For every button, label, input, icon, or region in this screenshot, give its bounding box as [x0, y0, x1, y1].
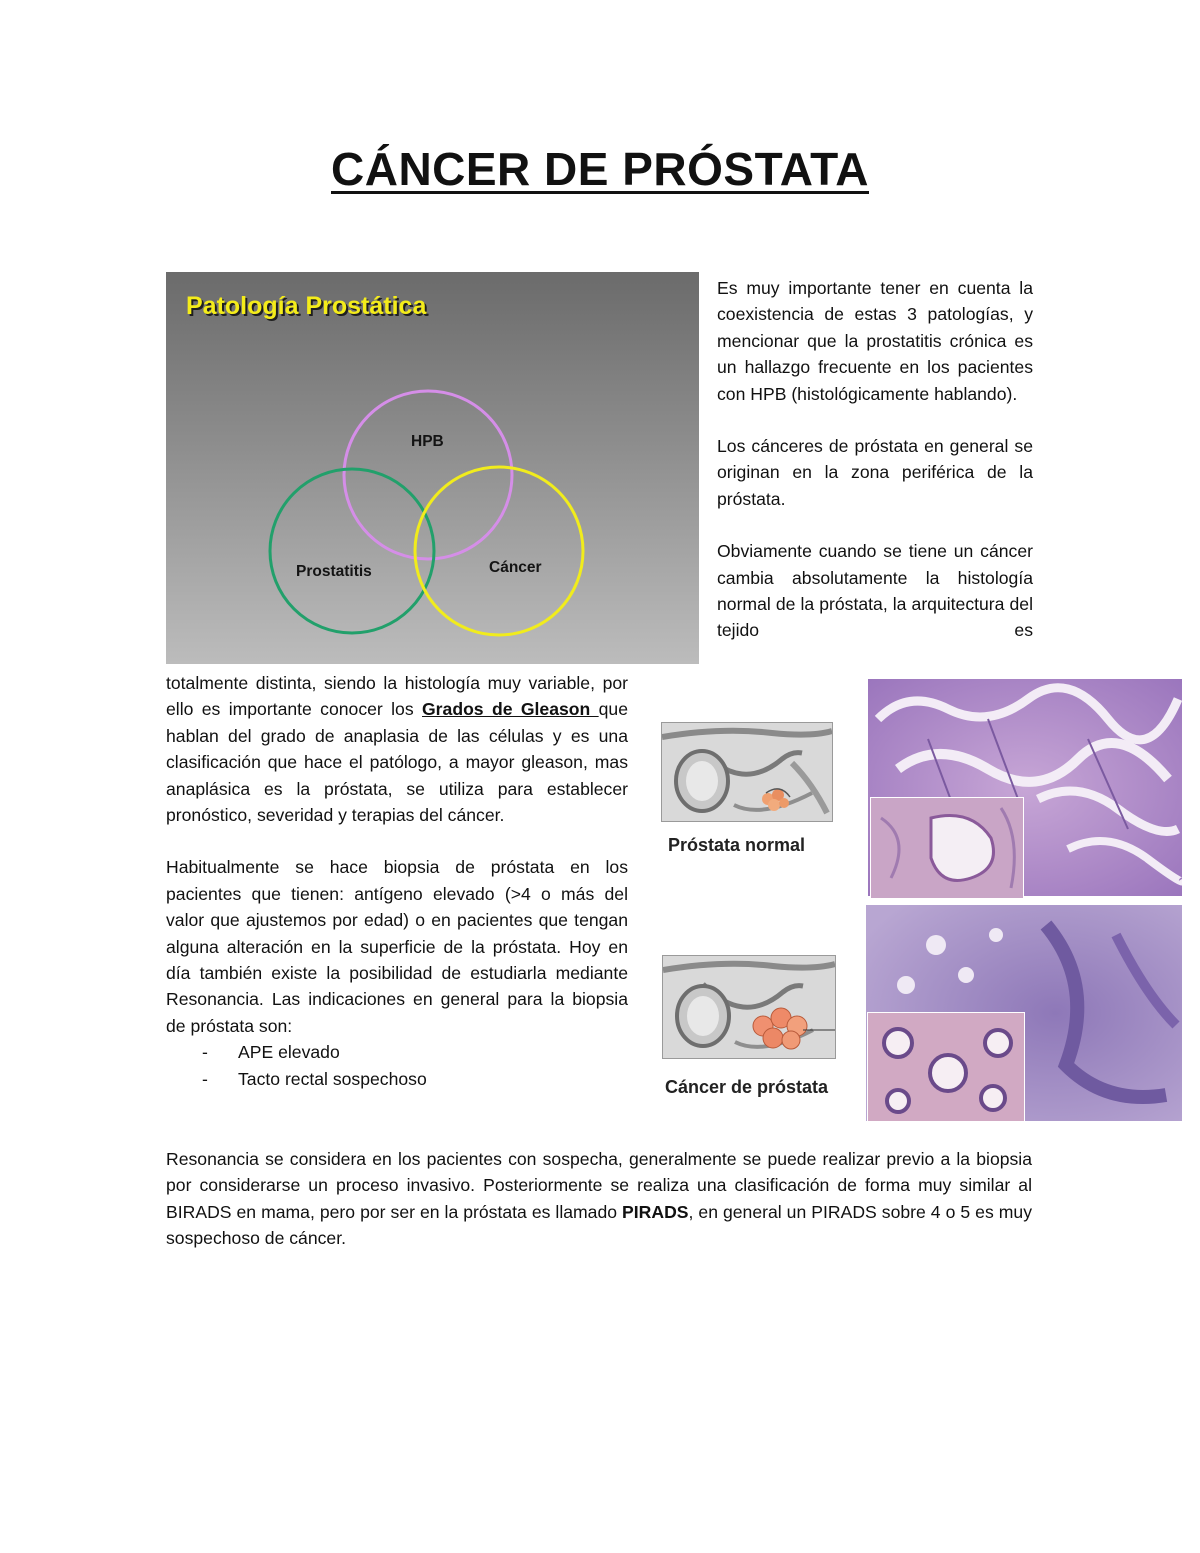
venn-circle-cancer [415, 467, 583, 635]
venn-label-prostatitis: Prostatitis [296, 563, 372, 580]
venn-circle-prostatitis [270, 469, 434, 633]
normal-prostate-illustration [662, 723, 832, 821]
left-paragraph-1 [166, 670, 628, 828]
list-item: - Tacto rectal sospechoso [166, 1066, 628, 1092]
pirads-paragraph [166, 1146, 1032, 1252]
cancer-prostate-diagram [662, 955, 836, 1059]
venn-circles [166, 272, 699, 664]
biopsy-indications-list [166, 1039, 628, 1092]
right-paragraph-3: Obviamente cuando se tiene un cáncer cambia absolutamente la histología normal de la próstata, la arquitectura del tejido es [717, 541, 1033, 641]
cancer-prostate-caption: Cáncer de próstata [665, 1077, 829, 1097]
left-paragraph-2: Habitualmente se hace biopsia de próstata en los pacientes que tienen: antígeno elevado (>4 o más del valor que ajustemos por edad) o en pacientes que tengan alguna alteración en la superficie de la próstata. Hoy en día también existe la posibilidad de estudiarla mediante Resonancia. Las indicaciones en general para la biopsia de próstata son: [166, 857, 628, 1036]
gleason-intro-text: totalmente distinta, siendo la histología muy variable, por ello es importante conocer los [166, 673, 628, 720]
gleason-description-text: que hablan del grado de anaplasia de las células y es una clasificación que hace el patólogo, a mayor gleason, mas anaplásica es la próstata, se utiliza para establecer pronóstico, severidad y terapias del cáncer. [166, 699, 628, 826]
venn-label-hpb: HPB [411, 433, 444, 450]
venn-circle-hpb [344, 391, 512, 559]
cancer-histology-inset-micrograph [868, 1013, 1024, 1121]
cancer-histology-inset [867, 1012, 1025, 1122]
right-paragraph-2: Los cánceres de próstata en general se originan en la zona periférica de la próstata. [717, 436, 1033, 509]
normal-prostate-caption: Próstata normal [668, 835, 806, 855]
list-item: - APE elevado [166, 1039, 628, 1065]
gleason-grades-link[interactable]: Grados de Gleason [422, 699, 599, 720]
normal-histology-inset-micrograph [871, 798, 1023, 898]
right-column-text [717, 275, 1033, 644]
cancer-prostate-illustration [663, 956, 835, 1058]
page-title: CÁNCER DE PRÓSTATA [331, 143, 869, 195]
normal-histology-inset [870, 797, 1024, 899]
venn-label-cancer: Cáncer [489, 559, 542, 576]
venn-diagram-figure [166, 272, 699, 664]
left-column-text [166, 670, 628, 1092]
pirads-term: PIRADS [622, 1201, 689, 1222]
pirads-conclusion-text: , en general un PIRADS sobre 4 o 5 es muy sospechoso de cáncer. [166, 1201, 1032, 1249]
pirads-intro-text: Resonancia se considera en los pacientes con sospecha, generalmente se puede realizar previo a la biopsia por considerarse un proceso invasivo. Posteriormente se realiza una clasificación de forma muy similar al BIRADS en mama, pero por ser en la próstata es llamado [166, 1149, 1032, 1222]
bottom-text [166, 1146, 1032, 1252]
venn-title: Patología Prostática [186, 292, 427, 320]
right-paragraph-1: Es muy importante tener en cuenta la coexistencia de estas 3 patologías, y mencionar que la prostatitis crónica es un hallazgo frecuente en los pacientes con HPB (histológicamente hablando). [717, 278, 1033, 404]
normal-prostate-diagram [661, 722, 833, 822]
